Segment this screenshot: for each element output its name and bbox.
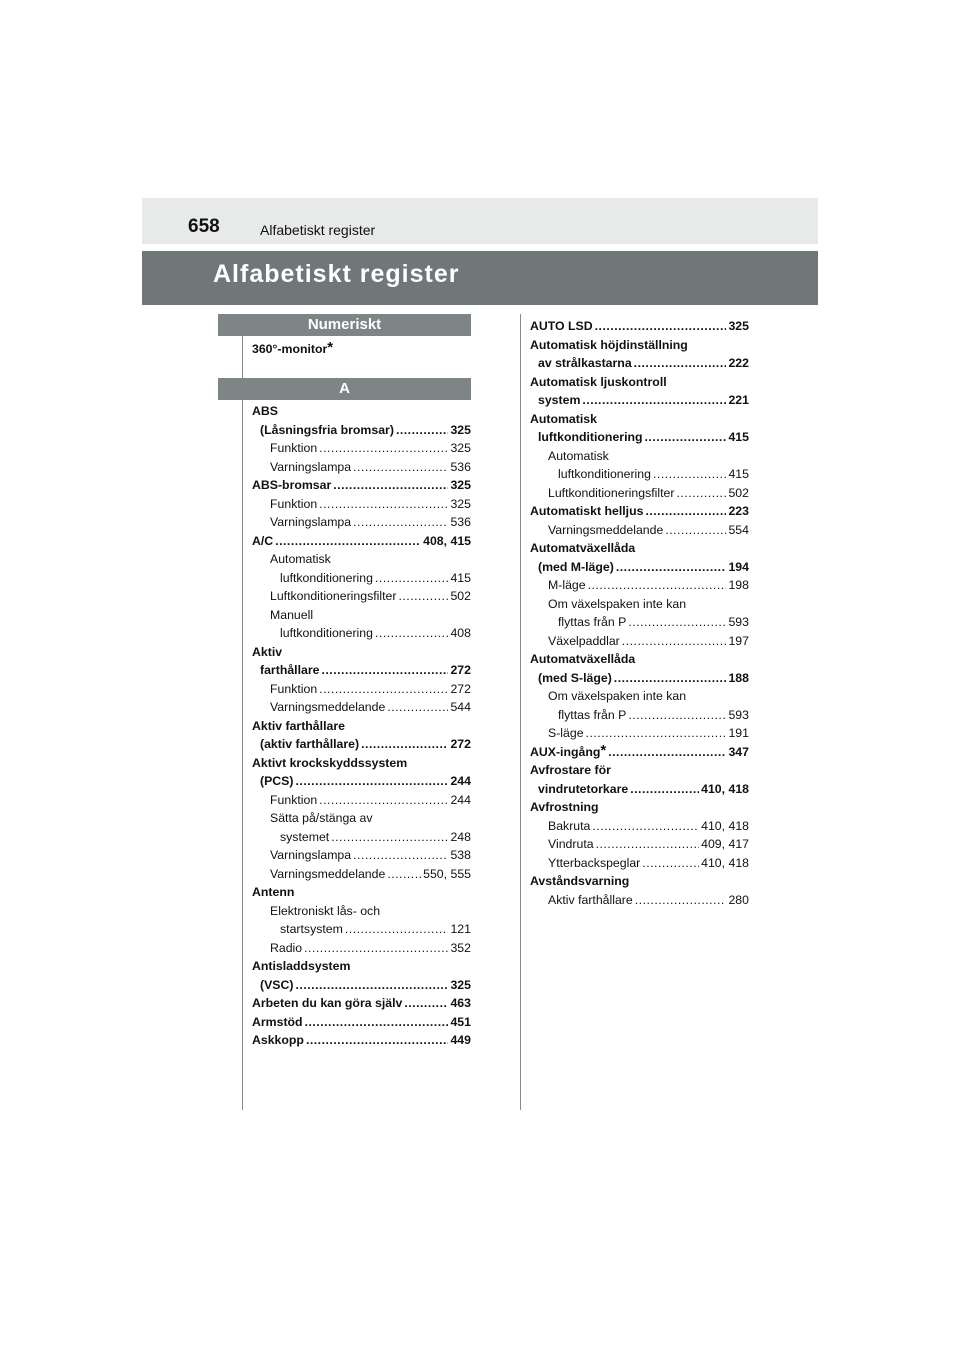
index-entry: Automatväxellåda — [530, 541, 636, 555]
index-entry: Askkopp ..... 449 — [252, 1031, 471, 1050]
index-subentry: Funktion ..... 325 — [270, 439, 471, 458]
index-subentry: Varningsmeddelande ..... 550, 555 — [270, 865, 471, 884]
index-subentry: Automatisk — [548, 448, 609, 463]
index-entry: ABS-bromsar ..... 325 — [252, 476, 471, 495]
index-subentry: luftkonditionering ..... 415 — [558, 465, 749, 484]
index-subentry: Varningsmeddelande ..... 554 — [548, 521, 749, 540]
index-subentry: Om växelspaken inte kan — [548, 689, 687, 703]
index-subentry: Växelpaddlar ..... 197 — [548, 632, 749, 651]
index-subentry: Funktion ..... 244 — [270, 791, 471, 810]
index-entry: system ..... 221 — [538, 391, 749, 410]
index-subentry: luftkonditionering ..... 408 — [280, 624, 471, 643]
index-subentry: Funktion ..... 325 — [270, 495, 471, 514]
index-subentry: Luftkonditioneringsfilter ..... 502 — [548, 484, 749, 503]
index-subentry: Vindruta ..... 409, 417 — [548, 835, 749, 854]
index-subentry: Luftkonditioneringsfilter ..... 502 — [270, 587, 471, 606]
index-subentry: Varningsmeddelande ..... 544 — [270, 698, 471, 717]
header-bar — [142, 198, 818, 244]
index-subentry: Varningslampa ..... 536 — [270, 513, 471, 532]
index-entry: Aktivt krockskyddssystem — [252, 755, 408, 770]
index-subentry: S-läge ..... 191 — [548, 724, 749, 743]
index-subentry: luftkonditionering ..... 415 — [280, 569, 471, 588]
index-subentry: flyttas från P ..... 593 — [558, 706, 749, 725]
index-entry: vindrutetorkare ..... 410, 418 — [538, 780, 749, 799]
index-entry: (med M-läge) ..... 194 — [538, 558, 749, 577]
index-subentry: Funktion ..... 272 — [270, 680, 471, 699]
index-entry: Antenn — [252, 885, 295, 899]
index-entry: (PCS) ..... 244 — [260, 772, 471, 791]
index-entry: Aktiv — [252, 644, 283, 659]
index-entry: Automatisk ljuskontroll — [530, 374, 667, 389]
index-entry: Arbeten du kan göra själv ..... 463 — [252, 994, 471, 1013]
index-entry: Avfrostning — [530, 800, 599, 814]
column-divider-middle — [520, 314, 521, 1110]
index-subentry: M-läge ..... 198 — [548, 576, 749, 595]
index-entry: ABS — [252, 404, 278, 418]
index-subentry: Om växelspaken inte kan — [548, 596, 687, 611]
index-entry: luftkonditionering ..... 415 — [538, 428, 749, 447]
index-subentry: Aktiv farthållare ..... 280 — [548, 891, 749, 910]
index-subentry: Automatisk — [270, 552, 331, 566]
section-header-numeric: Numeriskt — [218, 314, 471, 336]
index-entry: (VSC) ..... 325 — [260, 976, 471, 995]
index-entry: AUTO LSD ..... 325 — [530, 317, 749, 336]
index-subentry: Elektroniskt lås- och — [270, 903, 381, 918]
index-entry: Avfrostare för — [530, 763, 611, 777]
index-subentry: Ytterbackspeglar ..... 410, 418 — [548, 854, 749, 873]
page-number: 658 — [188, 216, 220, 237]
index-subentry: Bakruta ..... 410, 418 — [548, 817, 749, 836]
index-subentry: Sätta på/stänga av — [270, 811, 373, 825]
index-entry: A/C ..... 408, 415 — [252, 532, 471, 551]
index-subentry: systemet ..... 248 — [280, 828, 471, 847]
index-entry: Armstöd ..... 451 — [252, 1013, 471, 1032]
index-subentry: Varningslampa ..... 538 — [270, 846, 471, 865]
index-entry: Automatisk höjdinställning — [530, 337, 688, 352]
page-title: Alfabetiskt register — [213, 260, 460, 288]
index-entry: farthållare ..... 272 — [260, 661, 471, 680]
index-entry: Automatiskt helljus ..... 223 — [530, 502, 749, 521]
index-subentry: Manuell — [270, 607, 314, 622]
index-entry: Aktiv farthållare — [252, 718, 345, 733]
index-entry: Antisladdsystem — [252, 959, 351, 973]
index-entry: 360°-monitor * — [252, 339, 334, 356]
running-title: Alfabetiskt register — [260, 222, 376, 238]
index-entry: (med S-läge) ..... 188 — [538, 669, 749, 688]
column-divider-left — [242, 314, 243, 1110]
section-header-a: A — [218, 378, 471, 400]
index-entry: AUX-ingång * ..... 347 — [530, 743, 749, 762]
index-subentry: Radio ..... 352 — [270, 939, 471, 958]
index-entry: Automatisk — [530, 411, 597, 426]
index-entry: (Låsningsfria bromsar) ..... 325 — [260, 421, 471, 440]
index-entry: Automatväxellåda — [530, 652, 636, 666]
index-entry: av strålkastarna ..... 222 — [538, 354, 749, 373]
index-subentry: startsystem ..... 121 — [280, 920, 471, 939]
index-entry: Avståndsvarning — [530, 874, 630, 888]
index-entry: (aktiv farthållare) ..... 272 — [260, 735, 471, 754]
index-subentry: Varningslampa ..... 536 — [270, 458, 471, 477]
index-subentry: flyttas från P ..... 593 — [558, 613, 749, 632]
